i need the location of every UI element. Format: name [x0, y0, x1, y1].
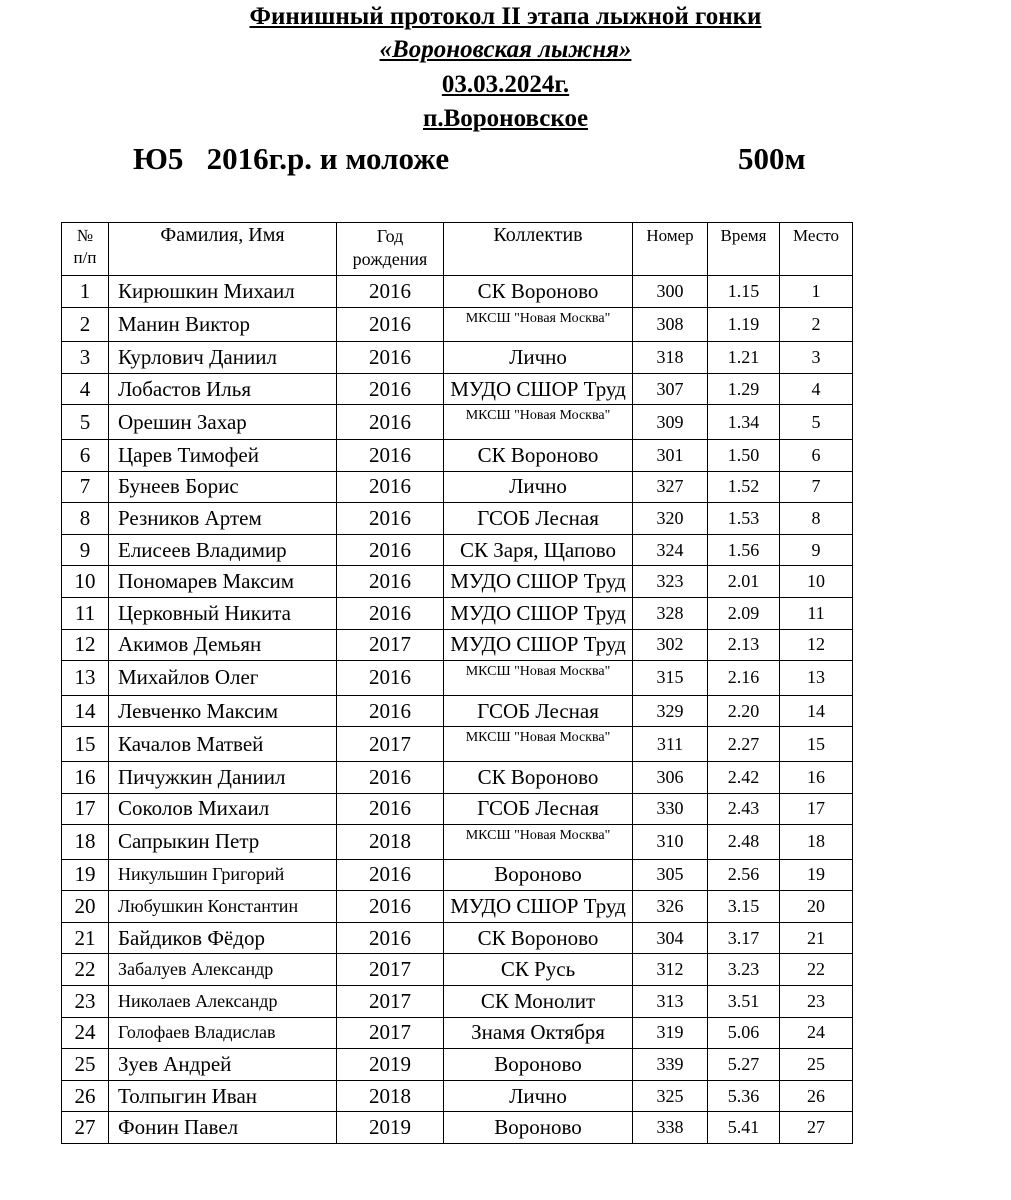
cell-number: 338 — [633, 1112, 708, 1144]
cell-place: 10 — [780, 566, 853, 598]
cell-name: Бунеев Борис — [109, 471, 337, 503]
col-header-club: Коллектив — [444, 223, 633, 276]
cell-name: Забалуев Александр — [109, 954, 337, 986]
cell-place: 9 — [780, 534, 853, 566]
cell-year: 2016 — [337, 405, 444, 440]
cell-name: Левченко Максим — [109, 695, 337, 727]
cell-place: 17 — [780, 793, 853, 825]
cell-place: 22 — [780, 954, 853, 986]
cell-club: Знамя Октября — [444, 1017, 633, 1049]
distance: 500м — [738, 141, 806, 176]
cell-club: Лично — [444, 471, 633, 503]
cell-time: 2.09 — [708, 597, 780, 629]
cell-no: 27 — [62, 1112, 109, 1144]
cell-place: 5 — [780, 405, 853, 440]
cell-no: 25 — [62, 1049, 109, 1081]
table-row — [62, 891, 853, 923]
cell-club: МУДО СШОР Труд — [444, 373, 633, 405]
cell-no: 15 — [62, 727, 109, 762]
cell-number: 301 — [633, 439, 708, 471]
cell-number: 313 — [633, 986, 708, 1018]
cell-no: 18 — [62, 825, 109, 860]
table-row — [62, 1080, 853, 1112]
cell-number: 311 — [633, 727, 708, 762]
cell-no: 3 — [62, 342, 109, 374]
cell-club: Лично — [444, 1080, 633, 1112]
cell-club: Вороново — [444, 1049, 633, 1081]
col-header-name: Фамилия, Имя — [109, 223, 337, 276]
cell-number: 323 — [633, 566, 708, 598]
cell-number: 318 — [633, 342, 708, 374]
cell-name: Николаев Александр — [109, 986, 337, 1018]
col-header-number: Номер — [633, 223, 708, 276]
cell-club: Лично — [444, 342, 633, 374]
cell-club: ГСОБ Лесная — [444, 695, 633, 727]
cell-no: 9 — [62, 534, 109, 566]
cell-time: 2.01 — [708, 566, 780, 598]
cell-number: 310 — [633, 825, 708, 860]
table-row — [62, 661, 853, 696]
cell-place: 25 — [780, 1049, 853, 1081]
cell-year: 2016 — [337, 695, 444, 727]
table-row — [62, 276, 853, 308]
protocol-title: Финишный протокол II этапа лыжной гонки — [249, 3, 762, 30]
col-header-no-label: № п/п — [73, 226, 97, 267]
table-row — [62, 471, 853, 503]
cell-time: 2.56 — [708, 859, 780, 891]
cell-time: 3.15 — [708, 891, 780, 923]
cell-number: 307 — [633, 373, 708, 405]
cell-number: 304 — [633, 922, 708, 954]
cell-club: МУДО СШОР Труд — [444, 566, 633, 598]
cell-place: 13 — [780, 661, 853, 696]
cell-year: 2018 — [337, 825, 444, 860]
cell-year: 2019 — [337, 1112, 444, 1144]
cell-name: Курлович Даниил — [109, 342, 337, 374]
table-row — [62, 307, 853, 342]
cell-place: 4 — [780, 373, 853, 405]
cell-time: 5.41 — [708, 1112, 780, 1144]
cell-time: 3.51 — [708, 986, 780, 1018]
race-name: «Вороновская лыжня» — [379, 36, 632, 63]
cell-name: Кирюшкин Михаил — [109, 276, 337, 308]
cell-name: Акимов Демьян — [109, 629, 337, 661]
header-row — [62, 223, 853, 276]
cell-name: Толпыгин Иван — [109, 1080, 337, 1112]
cell-name: Церковный Никита — [109, 597, 337, 629]
cell-name: Елисеев Владимир — [109, 534, 337, 566]
cell-place: 12 — [780, 629, 853, 661]
cell-no: 21 — [62, 922, 109, 954]
cell-year: 2017 — [337, 727, 444, 762]
cell-year: 2016 — [337, 439, 444, 471]
cell-club: СК Вороново — [444, 439, 633, 471]
cell-no: 6 — [62, 439, 109, 471]
table-row — [62, 373, 853, 405]
cell-year: 2016 — [337, 373, 444, 405]
cell-place: 27 — [780, 1112, 853, 1144]
table-row — [62, 922, 853, 954]
table-row — [62, 1017, 853, 1049]
cell-no: 10 — [62, 566, 109, 598]
cell-number: 326 — [633, 891, 708, 923]
cell-club: СК Заря, Щапово — [444, 534, 633, 566]
col-header-year — [337, 223, 444, 276]
results-table — [61, 222, 853, 1144]
cell-place: 21 — [780, 922, 853, 954]
cell-club: МКСШ "Новая Москва" — [444, 661, 633, 696]
col-header-no — [62, 223, 109, 276]
cell-place: 18 — [780, 825, 853, 860]
cell-no: 8 — [62, 503, 109, 535]
cell-time: 3.17 — [708, 922, 780, 954]
col-header-year-label: Год рождения — [352, 226, 428, 269]
cell-number: 328 — [633, 597, 708, 629]
cell-name: Орешин Захар — [109, 405, 337, 440]
cell-no: 13 — [62, 661, 109, 696]
age-group: Ю5 2016г.р. и моложе — [133, 141, 450, 176]
cell-time: 1.29 — [708, 373, 780, 405]
race-location: п.Вороновское — [422, 105, 589, 132]
cell-place: 8 — [780, 503, 853, 535]
cell-place: 26 — [780, 1080, 853, 1112]
cell-time: 1.15 — [708, 276, 780, 308]
cell-no: 1 — [62, 276, 109, 308]
cell-year: 2016 — [337, 793, 444, 825]
cell-club: СК Вороново — [444, 276, 633, 308]
cell-no: 7 — [62, 471, 109, 503]
table-row — [62, 954, 853, 986]
cell-number: 319 — [633, 1017, 708, 1049]
cell-time: 1.21 — [708, 342, 780, 374]
cell-no: 12 — [62, 629, 109, 661]
cell-time: 1.19 — [708, 307, 780, 342]
cell-number: 339 — [633, 1049, 708, 1081]
cell-time: 1.52 — [708, 471, 780, 503]
cell-year: 2016 — [337, 276, 444, 308]
cell-time: 2.27 — [708, 727, 780, 762]
table-row — [62, 793, 853, 825]
cell-place: 19 — [780, 859, 853, 891]
cell-club: МКСШ "Новая Москва" — [444, 307, 633, 342]
table-row — [62, 727, 853, 762]
cell-no: 23 — [62, 986, 109, 1018]
cell-place: 15 — [780, 727, 853, 762]
table-row — [62, 1112, 853, 1144]
table-row — [62, 629, 853, 661]
cell-name: Манин Виктор — [109, 307, 337, 342]
cell-club: МКСШ "Новая Москва" — [444, 405, 633, 440]
cell-club: СК Вороново — [444, 922, 633, 954]
cell-club: СК Монолит — [444, 986, 633, 1018]
cell-time: 1.56 — [708, 534, 780, 566]
cell-no: 26 — [62, 1080, 109, 1112]
cell-place: 16 — [780, 761, 853, 793]
table-row — [62, 761, 853, 793]
cell-no: 14 — [62, 695, 109, 727]
cell-number: 324 — [633, 534, 708, 566]
cell-club: Вороново — [444, 859, 633, 891]
cell-club: МУДО СШОР Труд — [444, 597, 633, 629]
col-header-time: Время — [708, 223, 780, 276]
cell-time: 5.06 — [708, 1017, 780, 1049]
cell-year: 2016 — [337, 891, 444, 923]
cell-no: 4 — [62, 373, 109, 405]
cell-club: МКСШ "Новая Москва" — [444, 727, 633, 762]
cell-number: 315 — [633, 661, 708, 696]
table-row — [62, 1049, 853, 1081]
table-row — [62, 439, 853, 471]
table-row — [62, 986, 853, 1018]
cell-time: 2.43 — [708, 793, 780, 825]
table-row — [62, 859, 853, 891]
cell-year: 2016 — [337, 534, 444, 566]
cell-name: Сапрыкин Петр — [109, 825, 337, 860]
table-row — [62, 503, 853, 535]
cell-time: 2.42 — [708, 761, 780, 793]
cell-number: 309 — [633, 405, 708, 440]
cell-year: 2017 — [337, 986, 444, 1018]
cell-club: МУДО СШОР Труд — [444, 629, 633, 661]
cell-time: 1.34 — [708, 405, 780, 440]
cell-time: 5.27 — [708, 1049, 780, 1081]
cell-number: 305 — [633, 859, 708, 891]
cell-number: 308 — [633, 307, 708, 342]
cell-name: Зуев Андрей — [109, 1049, 337, 1081]
cell-time: 1.53 — [708, 503, 780, 535]
cell-number: 329 — [633, 695, 708, 727]
cell-year: 2016 — [337, 471, 444, 503]
table-row — [62, 534, 853, 566]
cell-name: Пичужкин Даниил — [109, 761, 337, 793]
cell-year: 2017 — [337, 954, 444, 986]
cell-year: 2016 — [337, 661, 444, 696]
cell-no: 17 — [62, 793, 109, 825]
cell-club: МУДО СШОР Труд — [444, 891, 633, 923]
cell-number: 327 — [633, 471, 708, 503]
cell-year: 2016 — [337, 922, 444, 954]
cell-year: 2016 — [337, 342, 444, 374]
cell-year: 2017 — [337, 629, 444, 661]
cell-name: Резников Артем — [109, 503, 337, 535]
cell-name: Михайлов Олег — [109, 661, 337, 696]
cell-no: 22 — [62, 954, 109, 986]
cell-time: 2.20 — [708, 695, 780, 727]
race-date: 03.03.2024г. — [441, 71, 570, 98]
cell-year: 2019 — [337, 1049, 444, 1081]
cell-club: СК Русь — [444, 954, 633, 986]
cell-time: 5.36 — [708, 1080, 780, 1112]
cell-number: 312 — [633, 954, 708, 986]
cell-place: 2 — [780, 307, 853, 342]
cell-name: Байдиков Фёдор — [109, 922, 337, 954]
cell-year: 2016 — [337, 597, 444, 629]
cell-time: 1.50 — [708, 439, 780, 471]
table-row — [62, 566, 853, 598]
cell-place: 23 — [780, 986, 853, 1018]
cell-club: МКСШ "Новая Москва" — [444, 825, 633, 860]
cell-no: 11 — [62, 597, 109, 629]
cell-name: Любушкин Константин — [109, 891, 337, 923]
cell-name: Фонин Павел — [109, 1112, 337, 1144]
cell-no: 5 — [62, 405, 109, 440]
cell-number: 330 — [633, 793, 708, 825]
cell-time: 3.23 — [708, 954, 780, 986]
table-row — [62, 695, 853, 727]
cell-name: Никульшин Григорий — [109, 859, 337, 891]
cell-name: Голофаев Владислав — [109, 1017, 337, 1049]
cell-number: 306 — [633, 761, 708, 793]
cell-no: 19 — [62, 859, 109, 891]
cell-name: Пономарев Максим — [109, 566, 337, 598]
cell-no: 2 — [62, 307, 109, 342]
cell-number: 302 — [633, 629, 708, 661]
table-row — [62, 825, 853, 860]
cell-club: СК Вороново — [444, 761, 633, 793]
cell-no: 20 — [62, 891, 109, 923]
cell-club: ГСОБ Лесная — [444, 503, 633, 535]
cell-place: 24 — [780, 1017, 853, 1049]
cell-name: Лобастов Илья — [109, 373, 337, 405]
cell-place: 6 — [780, 439, 853, 471]
cell-number: 300 — [633, 276, 708, 308]
cell-time: 2.13 — [708, 629, 780, 661]
cell-name: Соколов Михаил — [109, 793, 337, 825]
cell-place: 20 — [780, 891, 853, 923]
results-body — [62, 276, 853, 1144]
cell-year: 2016 — [337, 307, 444, 342]
cell-year: 2018 — [337, 1080, 444, 1112]
table-row — [62, 405, 853, 440]
cell-year: 2016 — [337, 859, 444, 891]
cell-number: 325 — [633, 1080, 708, 1112]
table-row — [62, 342, 853, 374]
cell-year: 2017 — [337, 1017, 444, 1049]
table-row — [62, 597, 853, 629]
cell-place: 7 — [780, 471, 853, 503]
cell-club: Вороново — [444, 1112, 633, 1144]
cell-year: 2016 — [337, 503, 444, 535]
cell-no: 24 — [62, 1017, 109, 1049]
cell-year: 2016 — [337, 566, 444, 598]
cell-time: 2.48 — [708, 825, 780, 860]
cell-name: Качалов Матвей — [109, 727, 337, 762]
cell-time: 2.16 — [708, 661, 780, 696]
col-header-place: Место — [780, 223, 853, 276]
cell-name: Царев Тимофей — [109, 439, 337, 471]
cell-place: 14 — [780, 695, 853, 727]
cell-place: 3 — [780, 342, 853, 374]
cell-place: 1 — [780, 276, 853, 308]
cell-place: 11 — [780, 597, 853, 629]
cell-number: 320 — [633, 503, 708, 535]
cell-year: 2016 — [337, 761, 444, 793]
cell-no: 16 — [62, 761, 109, 793]
cell-club: ГСОБ Лесная — [444, 793, 633, 825]
